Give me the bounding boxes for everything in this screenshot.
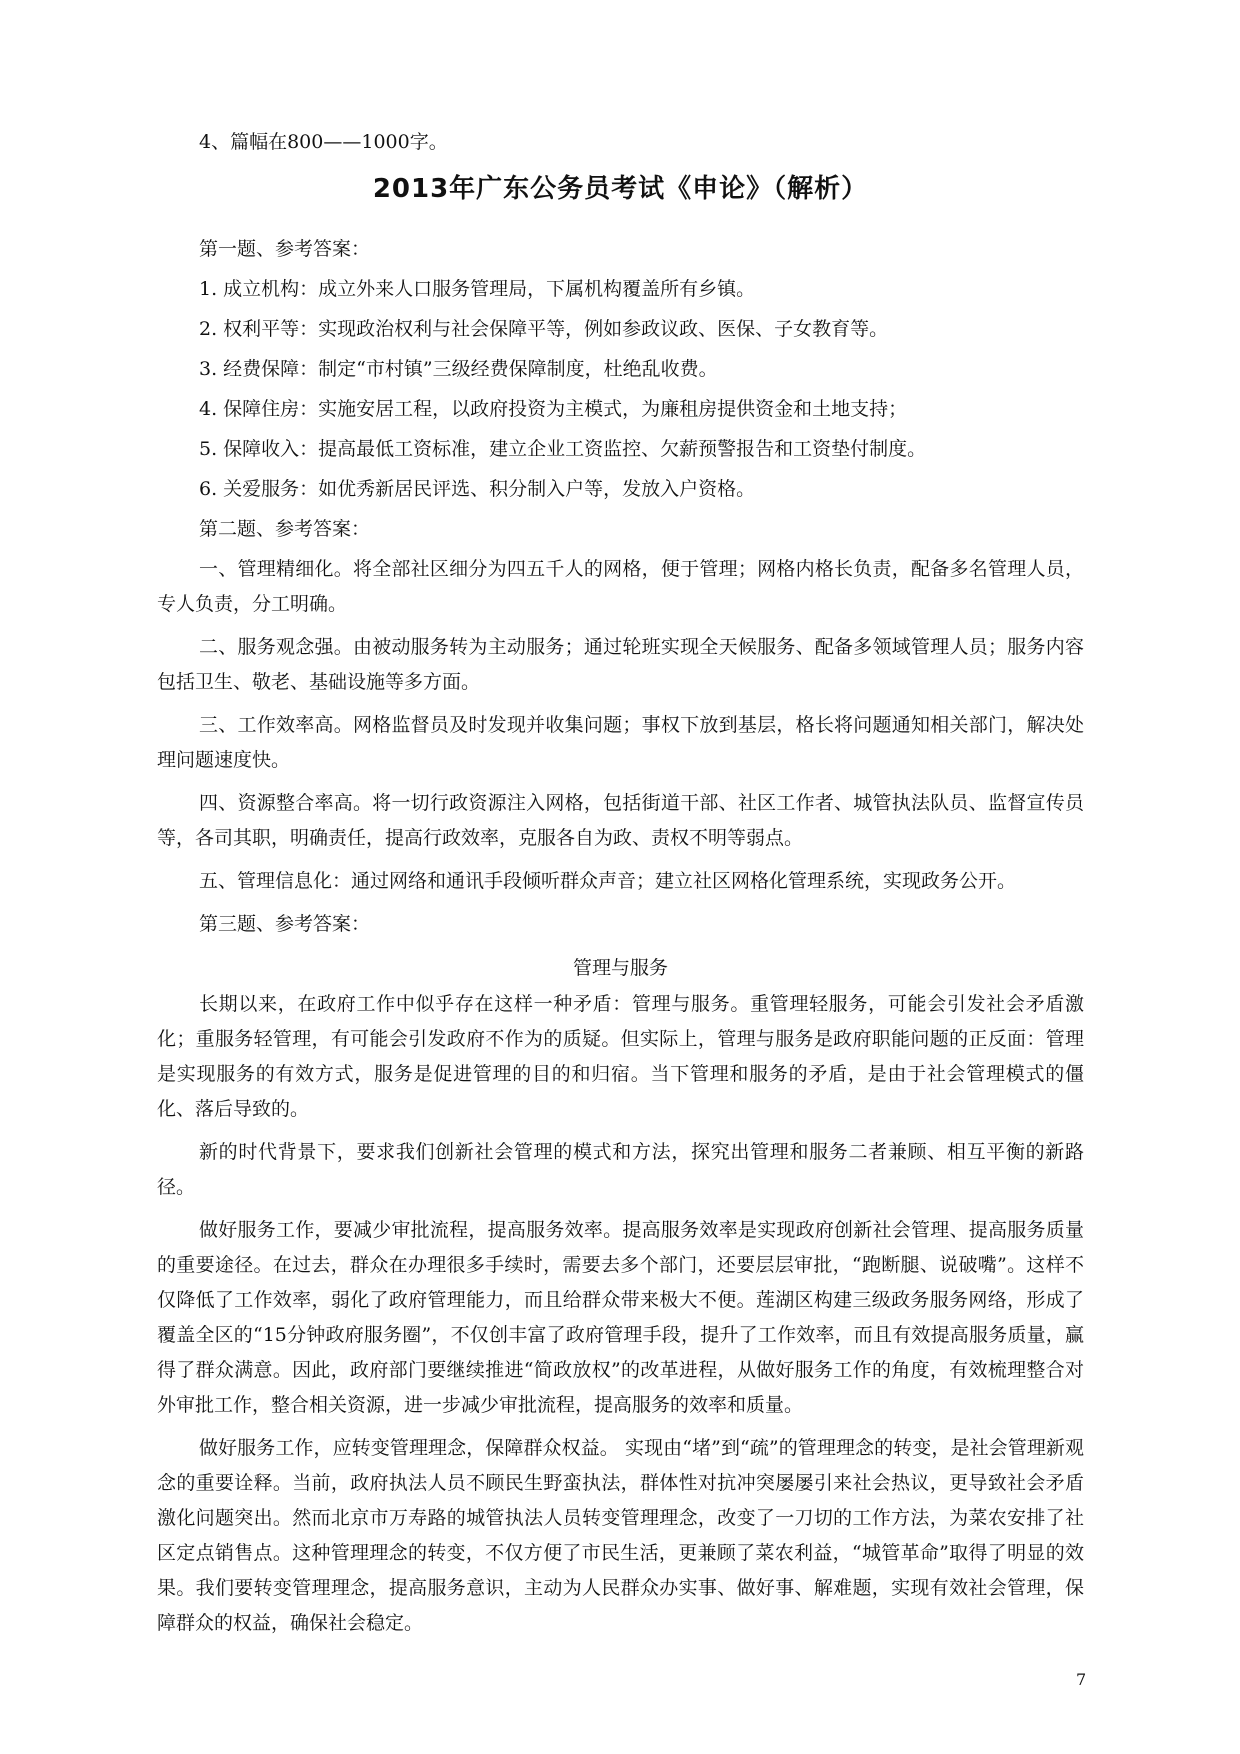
- q1-item: 2. 权利平等：实现政治权利与社会保障平等，例如参政议政、医保、子女教育等。: [199, 318, 889, 340]
- q2-heading: 第二题、参考答案：: [199, 518, 371, 540]
- q1-item: 1. 成立机构：成立外来人口服务管理局，下属机构覆盖所有乡镇。: [199, 278, 756, 300]
- q2-item: 一、管理精细化。将全部社区细分为四五千人的网格，便于管理；网格内格长负责，配备多名管理人员，专人负责，分工明确。: [157, 558, 1084, 615]
- length-requirement: 4、篇幅在800——1000字。: [199, 131, 448, 153]
- q2-item: 四、资源整合率高。将一切行政资源注入网格，包括街道干部、社区工作者、城管执法队员、监督宣传员等，各司其职，明确责任，提高行政效率，克服各自为政、责权不明等弱点。: [157, 792, 1084, 849]
- page-title: 2013年广东公务员考试《申论》（解析）: [372, 174, 869, 204]
- page-number: 7: [1076, 1670, 1087, 1689]
- essay-paragraph: 做好服务工作，应转变管理理念，保障群众权益。 实现由“堵”到“疏”的管理理念的转变，是社会管理新观念的重要诠释。当前，政府执法人员不顾民生野蛮执法，群体性对抗冲突屡屡引来社会热议，更导致社会矛盾激化问题突出。然而北京市万寿路的城管执法人员转变管理理念，改变了一刀切的工作方法，为菜农安排了社区定点销售点。这种管理理念的转变，不仅方便了市民生活，更兼顾了菜农利益，“城管革命”取得了明显的效果。我们要转变管理理念，提高服务意识，主动为人民群众办实事、做好事、解难题，实现有效社会管理，保障群众的权益，确保社会稳定。: [157, 1437, 1084, 1634]
- q2-item: 二、服务观念强。由被动服务转为主动服务；通过轮班实现全天候服务、配备多领域管理人员；服务内容包括卫生、敬老、基础设施等多方面。: [157, 636, 1084, 693]
- q2-item: 五、管理信息化：通过网络和通讯手段倾听群众声音；建立社区网格化管理系统，实现政务公开。: [199, 870, 1017, 892]
- q1-heading: 第一题、参考答案：: [199, 238, 371, 260]
- essay-paragraph: 做好服务工作，要减少审批流程，提高服务效率。提高服务效率是实现政府创新社会管理、提高服务质量的重要途径。在过去，群众在办理很多手续时，需要去多个部门，还要层层审批，“跑断腿、说破嘴”。这样不仅降低了工作效率，弱化了政府管理能力，而且给群众带来极大不便。莲湖区构建三级政务服务网络，形成了覆盖全区的“15分钟政府服务圈”，不仅创丰富了政府管理手段，提升了工作效率，而且有效提高服务质量，赢得了群众满意。因此，政府部门要继续推进“简政放权”的改革进程，从做好服务工作的角度，有效梳理整合对外审批工作，整合相关资源，进一步减少审批流程，提高服务的效率和质量。: [157, 1219, 1084, 1416]
- essay-paragraph: 新的时代背景下，要求我们创新社会管理的模式和方法，探究出管理和服务二者兼顾、相互平衡的新路径。: [157, 1141, 1084, 1198]
- q3-heading: 第三题、参考答案：: [199, 913, 371, 935]
- q1-item: 5. 保障收入：提高最低工资标准，建立企业工资监控、欠薪预警报告和工资垫付制度。: [199, 438, 927, 460]
- q1-item: 6. 关爱服务：如优秀新居民评选、积分制入户等，发放入户资格。: [199, 478, 756, 500]
- page-content: [157, 128, 1084, 1641]
- q2-item: 三、工作效率高。网格监督员及时发现并收集问题；事权下放到基层，格长将问题通知相关部门，解决处理问题速度快。: [157, 714, 1084, 771]
- q1-item: 4. 保障住房：实施安居工程，以政府投资为主模式，为廉租房提供资金和土地支持；: [199, 398, 908, 420]
- q1-item: 3. 经费保障：制定“市村镇”三级经费保障制度，杜绝乱收费。: [199, 358, 718, 380]
- essay-title: 管理与服务: [572, 957, 668, 979]
- essay-paragraph: 长期以来，在政府工作中似乎存在这样一种矛盾：管理与服务。重管理轻服务，可能会引发社会矛盾激化；重服务轻管理，有可能会引发政府不作为的质疑。但实际上，管理与服务是政府职能问题的正反面：管理是实现服务的有效方式，服务是促进管理的目的和归宿。当下管理和服务的矛盾，是由于社会管理模式的僵化、落后导致的。: [157, 993, 1084, 1120]
